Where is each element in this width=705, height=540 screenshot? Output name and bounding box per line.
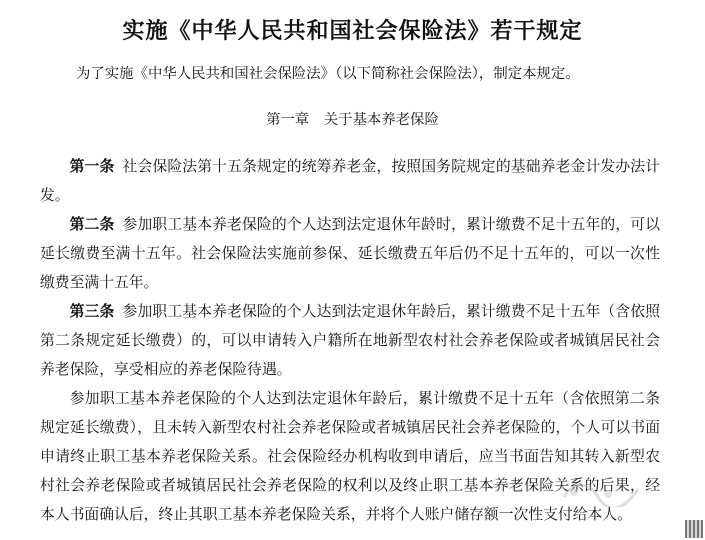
watermark-logo — [556, 477, 646, 507]
resize-grip-icon[interactable] — [685, 520, 703, 538]
intro-paragraph: 为了实施《中华人民共和国社会保险法》（以下简称社会保险法），制定本规定。 — [76, 66, 580, 82]
article-1-label: 第一条 — [69, 158, 115, 175]
article-3-continuation-text: 参加职工基本养老保险的个人达到法定退休年龄后，累计缴费不足十五年（含依照第二条规定延长缴费），且未转入新型农村社会养老保险或者城镇居民社会养老保险的，个人可以书面申请终止职工基本养老保险关系。社会保险经办机构收到申请后，应当书面告知其转入新型农村社会养老保险或者城镇居民社会养老保险的权利以及终止职工基本养老保险关系的后果，经本人书面确认后，终止其职工基本养老保险关系，并将个人账户储存额一次性支付给本人。 — [40, 390, 660, 523]
article-1-text: 社会保险法第十五条规定的统筹养老金，按照国务院规定的基础养老金计发办法计发。 — [40, 158, 660, 204]
article-3-text: 参加职工基本养老保险的个人达到法定退休年龄后，累计缴费不足十五年（含依照第二条规定延长缴费）的，可以申请转入户籍所在地新型农村社会养老保险或者城镇居民社会养老保险，享受相应的养老保险待遇。 — [40, 303, 660, 378]
article-3 — [40, 297, 660, 384]
article-2 — [40, 210, 660, 297]
chapter-heading: 第一章 关于基本养老保险 — [266, 112, 439, 128]
article-1 — [40, 152, 660, 210]
article-2-text: 参加职工基本养老保险的个人达到法定退休年龄时，累计缴费不足十五年的，可以延长缴费至满十五年。社会保险法实施前参保、延长缴费五年后仍不足十五年的，可以一次性缴费至满十五年。 — [40, 216, 660, 291]
article-list — [40, 152, 660, 529]
article-2-label: 第二条 — [69, 216, 115, 233]
document-title: 实施《中华人民共和国社会保险法》若干规定 — [122, 18, 583, 44]
article-3-continuation — [40, 384, 660, 529]
article-3-label: 第三条 — [69, 303, 115, 320]
